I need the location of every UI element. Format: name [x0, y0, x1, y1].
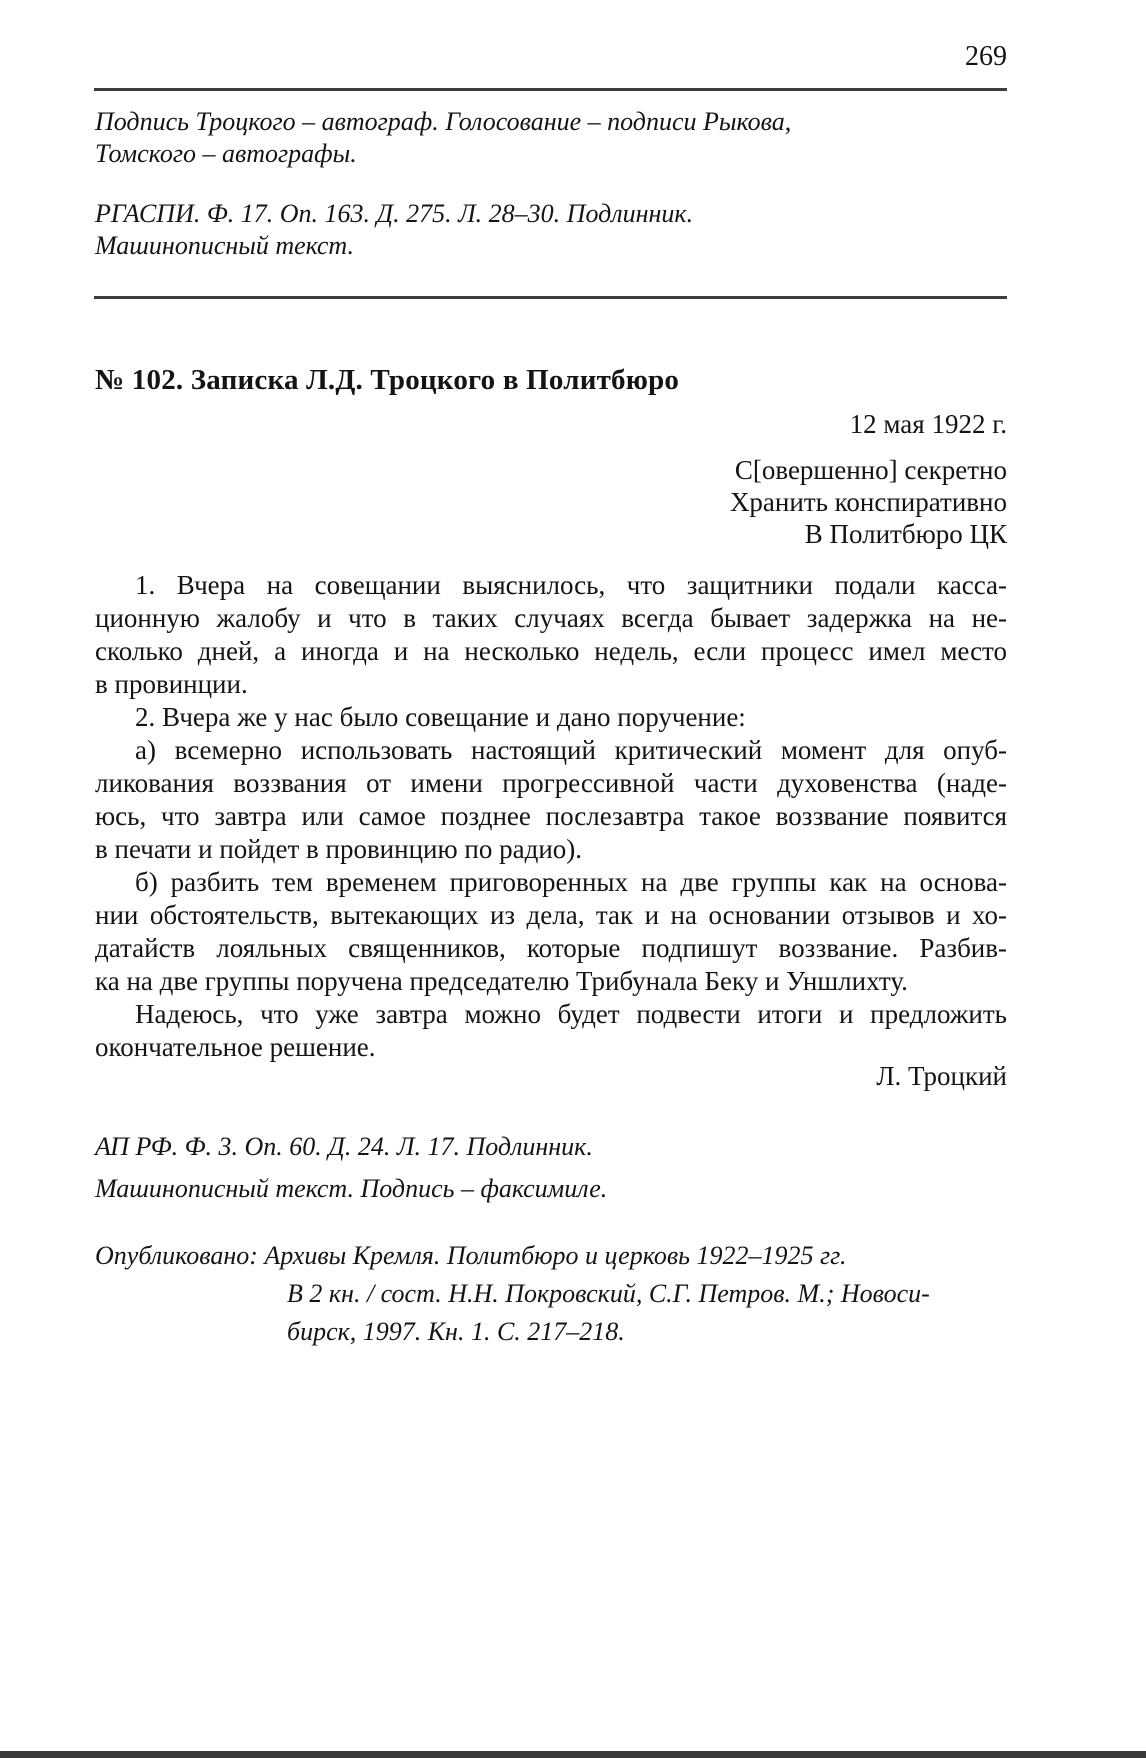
text-line: Надеюсь, что уже завтра можно будет подвести итоги и предложить	[135, 999, 1007, 1029]
header-rule	[94, 88, 1007, 91]
text-line: Томского – автографы.	[95, 139, 357, 168]
text-line: В Политбюро ЦК	[804, 519, 1007, 549]
text-line: 2. Вчера же у нас было совещание и дано поручение:	[135, 702, 746, 732]
archive-reference-top	[95, 198, 1007, 262]
body-paragraph	[95, 866, 1007, 998]
text-line: 1. Вчера на совещании выяснилось, что защитники подали касса-	[135, 570, 1007, 600]
archive-reference-bottom	[95, 1126, 1007, 1210]
text-line: окончательное решение.	[95, 1032, 376, 1062]
top-notes	[95, 106, 1007, 262]
document-date: 12 мая 1922 г.	[849, 409, 1007, 439]
text-line: а) всемерно использовать настоящий критический момент для опуб-	[135, 735, 1007, 765]
text-line: Машинописный текст. Подпись – факсимиле.	[95, 1174, 608, 1203]
signature: Л. Троцкий	[876, 1061, 1007, 1091]
text-line: РГАСПИ. Ф. 17. Оп. 163. Д. 275. Л. 28–30. Подлинник.	[95, 199, 694, 228]
text-line: нии обстоятельств, вытекающих из дела, так и на основании отзывов и хо-	[95, 900, 1007, 930]
text-line: Хранить конспиративно	[729, 487, 1007, 517]
text-line: С[овершенно] секретно	[734, 455, 1007, 485]
body-paragraph	[95, 998, 1007, 1064]
text-line: ликования воззвания от имени прогрессивной части духовенства (наде-	[95, 768, 1007, 798]
text-line: Подпись Троцкого – автограф. Голосование – подписи Рыкова,	[95, 107, 792, 136]
text-line: сколько дней, а иногда и на несколько недель, если процесс имел место	[95, 636, 1007, 666]
text-line: в провинции.	[95, 669, 248, 699]
text-line: юсь, что завтра или самое позднее послезавтра такое воззвание появится	[95, 801, 1007, 831]
text-line: датайств лояльных священников, которые подпишут воззвание. Разбив-	[95, 933, 1007, 963]
text-line: б) разбить тем временем приговоренных на две группы как на основа-	[135, 867, 1007, 897]
document-heading: № 102. Записка Л.Д. Троцкого в Политбюро	[95, 364, 680, 396]
section-rule	[94, 296, 1007, 299]
body-paragraph	[95, 701, 1007, 734]
text-line: в печати и пойдет в провинцию по радио).	[95, 834, 583, 864]
page-bottom-edge	[0, 1751, 1146, 1758]
publication-reference	[95, 1237, 1007, 1351]
document-body	[95, 569, 1007, 1064]
text-line: В 2 кн. / сост. Н.Н. Покровский, С.Г. Петров. М.; Новоси-	[287, 1279, 930, 1308]
classification-block	[95, 454, 1007, 550]
text-line: ка на две группы поручена председателю Трибунала Беку и Уншлихту.	[95, 966, 908, 996]
signature-note	[95, 106, 1007, 170]
text-line: АП РФ. Ф. 3. Оп. 60. Д. 24. Л. 17. Подлинник.	[95, 1132, 593, 1161]
text-line: ционную жалобу и что в таких случаях всегда бывает задержка на не-	[95, 603, 1007, 633]
text-line: Машинописный текст.	[95, 231, 354, 260]
text-line: бирск, 1997. Кн. 1. С. 217–218.	[287, 1317, 625, 1346]
body-paragraph	[95, 569, 1007, 701]
text-line: Опубликовано: Архивы Кремля. Политбюро и церковь 1922–1925 гг.	[95, 1241, 847, 1270]
page-number: 269	[965, 41, 1007, 72]
body-paragraph	[95, 734, 1007, 866]
